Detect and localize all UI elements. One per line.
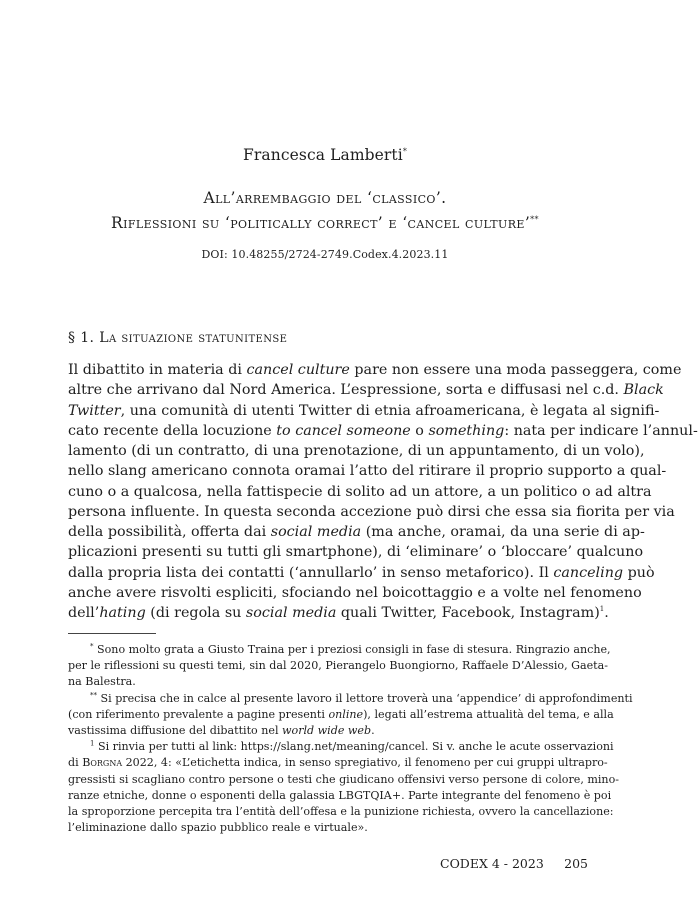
- article-title: [0, 186, 650, 236]
- body-line: persona influente. In questa seconda accezione può dirsi che essa sia fiorita per via: [68, 503, 675, 520]
- body-line: cato recente della locuzione to cancel someone o something: nata per indicare l’annul-: [68, 422, 698, 439]
- body-line: Il dibattito in materia di cancel culture pare non essere una moda passeggera, come: [68, 362, 682, 378]
- body-line: dalla propria lista dei contatti (‘annullarlo’ in senso metaforico). Il canceling può: [68, 564, 655, 581]
- body-line: altre che arrivano dal Nord America. L’espressione, sorta e diffusasi nel c.d. Black: [68, 382, 664, 399]
- author-text: Francesca Lamberti: [243, 146, 403, 164]
- body-line: nello slang americano connota oramai l’atto del ritirare il proprio supporto a qual-: [68, 463, 667, 480]
- author-name: [0, 146, 650, 164]
- body-line: della possibilità, offerta dai social media (ma anche, oramai, da una serie di ap-: [68, 524, 645, 540]
- cited-author: Borgna: [82, 756, 123, 770]
- body-line: anche avere risvolti espliciti, sfociando nel boicottaggio e a volte nel fenomeno: [68, 584, 642, 601]
- title-line-2: [0, 211, 650, 236]
- footnote-line: na Balestra.: [68, 675, 136, 689]
- footnote-line: gressisti si scagliano contro persone o testi che giudicano offensivi verso persone di colore, mino-: [68, 772, 620, 786]
- title-line-2-text: Riflessioni su ‘politically correct’ e ‘cancel culture’: [111, 214, 531, 232]
- footnote-line: vastissima diffusione del dibattito nel world wide web.: [68, 724, 375, 738]
- footnote-ref-1[interactable]: 1: [599, 605, 605, 614]
- footnote-line: di Borgna 2022, 4: «L’etichetta indica, in senso spregiativo, il fenomeno per cui gruppi ultrapro-: [68, 756, 608, 770]
- body-line: cuno o a qualcosa, nella fattispecie di solito ad un attore, a un politico o ad altra: [68, 483, 652, 500]
- body-line: lamento (di un contratto, di una prenotazione, di un appuntamento, di un volo),: [68, 443, 645, 459]
- title-footnote-mark: **: [530, 214, 539, 224]
- page-number: 205: [564, 856, 588, 871]
- footnote-line: l’eliminazione dallo spazio pubblico reale e virtuale».: [68, 821, 368, 835]
- body-line: plicazioni presenti su tutti gli smartphone), di ‘eliminare’ o ‘bloccare’ qualcuno: [68, 544, 644, 561]
- page-footer: [440, 856, 588, 871]
- footnote-line: per le riflessioni su questi temi, sin dal 2020, Pierangelo Buongiorno, Raffaele D’Alessio, Gaeta-: [68, 659, 609, 673]
- body-line: Twitter, una comunità di utenti Twitter di etnia afroamericana, è legata al signifi-: [68, 402, 660, 419]
- footnote-line: la sproporzione percepita tra l’entità dell’offesa e la punizione richiesta, ovvero la cancellazione:: [68, 805, 614, 819]
- doi-line: DOI: 10.48255/2724-2749.Codex.4.2023.11: [201, 248, 449, 261]
- footnote-line: ** Si precisa che in calce al presente lavoro il lettore troverà una ‘appendice’ di approfondimenti: [90, 690, 633, 705]
- footnote-line: (con riferimento prevalente a pagine presenti online), legati all’estrema attualità del tema, e alla: [68, 707, 614, 721]
- title-line-1: All’arrembaggio del ‘classico’.: [203, 189, 447, 207]
- body-line: dell’hating (di regola su social media quali Twitter, Facebook, Instagram)$^1$.: [68, 605, 609, 621]
- footnote-line: * Sono molto grata a Giusto Traina per i preziosi consigli in fase di stesura. Ringrazio anche,: [90, 642, 611, 656]
- body-paragraph: [68, 360, 698, 623]
- journal-issue: CODEX 4 - 2023: [440, 856, 544, 871]
- footnote-line: $^1$ Si rinvia per tutti al link: https://slang.net/meaning/cancel. Si v. anche le acute osservazioni: [90, 739, 614, 754]
- footnotes: [68, 642, 633, 836]
- footnote-separator: [68, 633, 156, 634]
- author-footnote-mark: *: [402, 146, 407, 156]
- footnote-line: ranze etniche, donne o esponenti della galassia LBGTQIA+. Parte integrante del fenomeno è poi: [68, 788, 612, 802]
- section-heading: § 1. La situazione statunitense: [68, 330, 288, 346]
